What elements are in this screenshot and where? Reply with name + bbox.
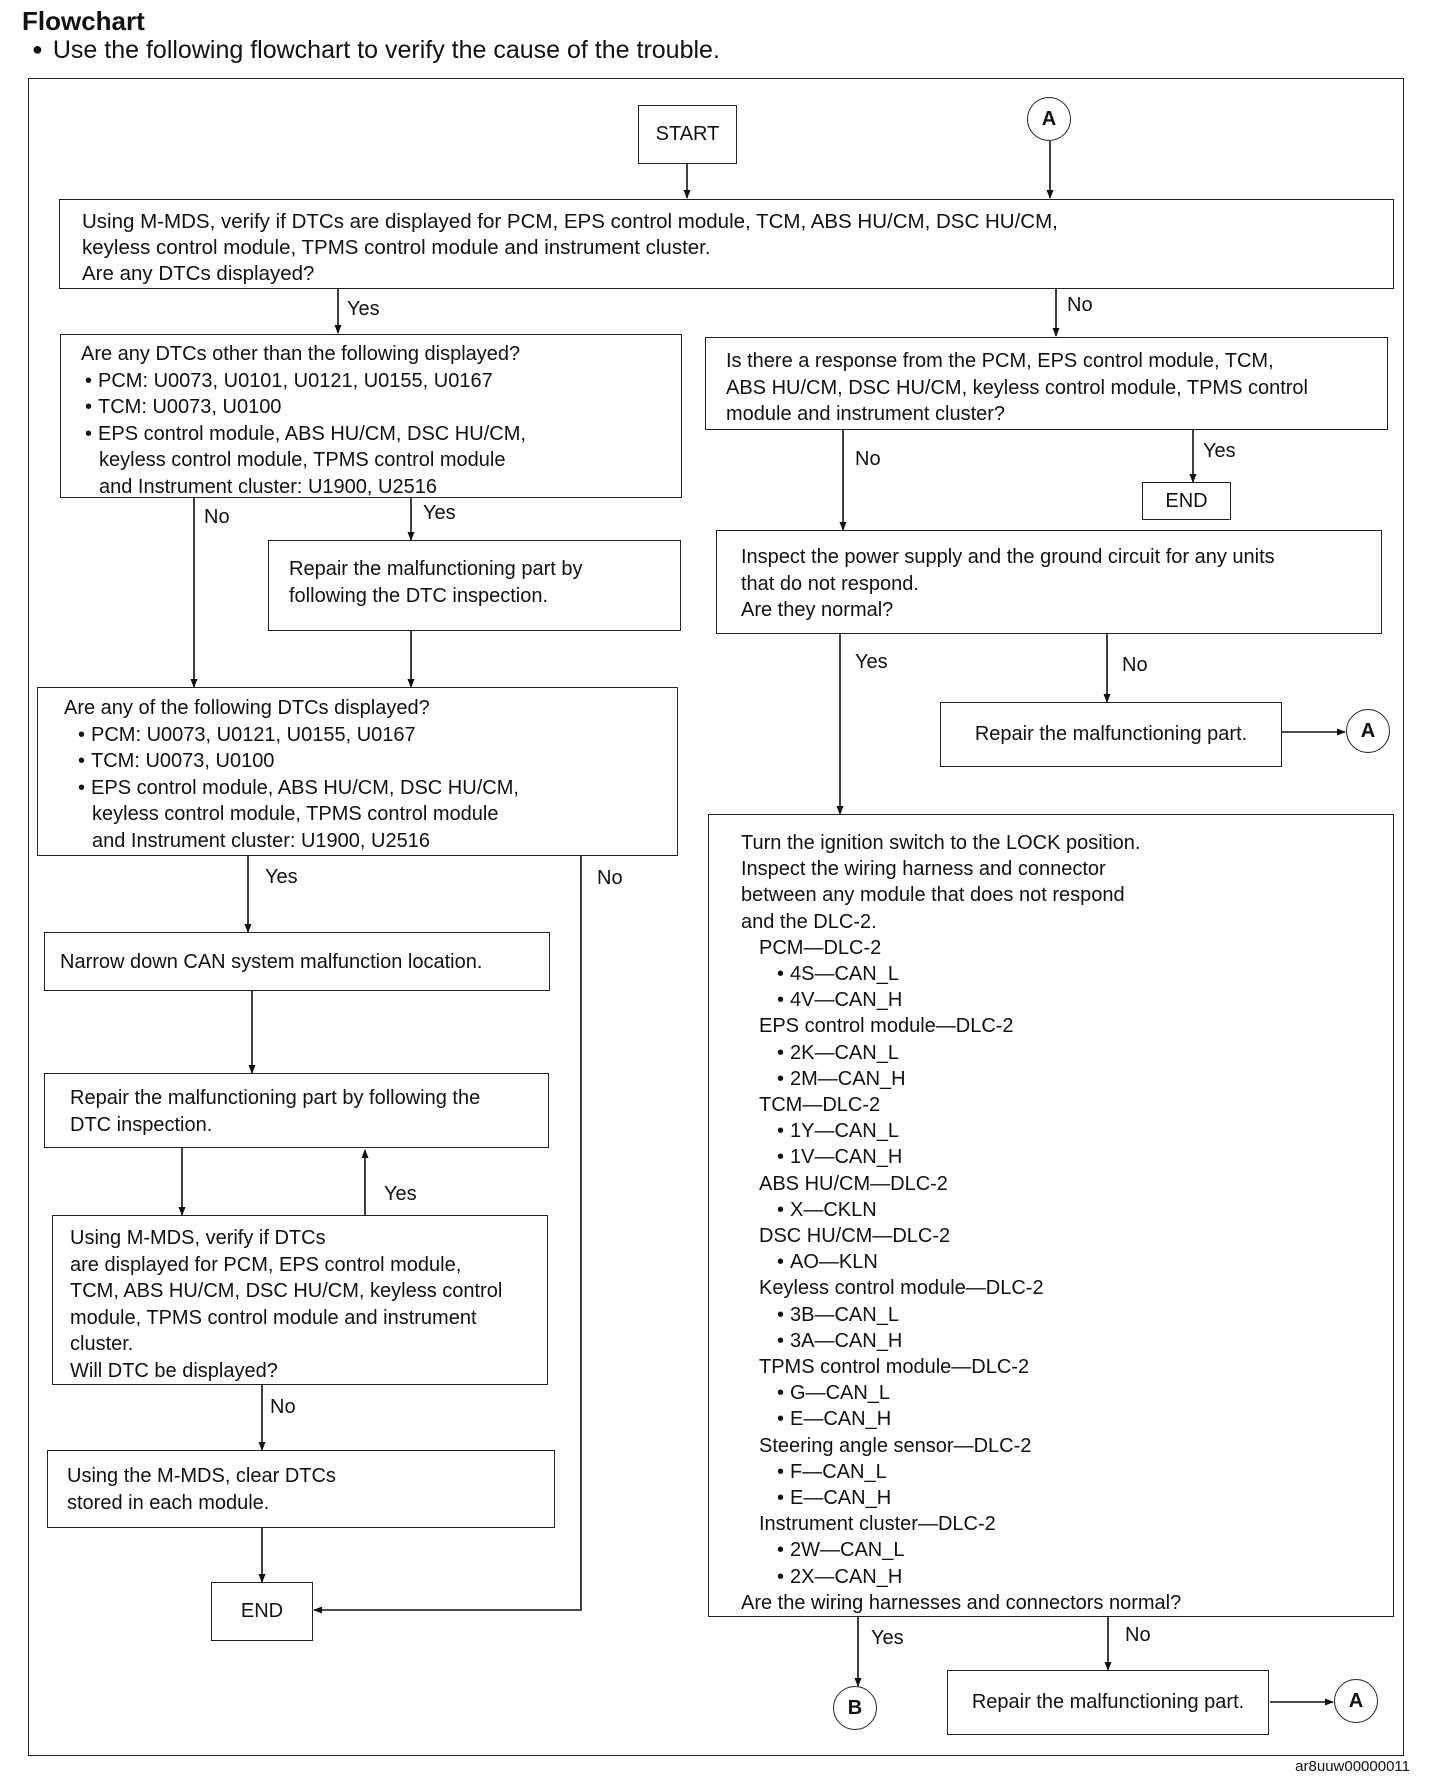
response-line: Is there a response from the PCM, EPS control module, TCM, [726,350,1274,372]
wiring-intro: Inspect the wiring harness and connector [741,858,1106,881]
q1-line: Using M-MDS, verify if DTCs are displayed for PCM, EPS control module, TCM, ABS HU/CM, DSC HU/CM, [82,210,1058,233]
q2-others-cont: keyless control module, TPMS control module [99,449,506,471]
q1-no-label: No [1067,294,1093,316]
other-dtcs-box [60,334,682,498]
clear-line: Using the M-MDS, clear DTCs [67,1465,336,1487]
clear-line: stored in each module. [67,1491,270,1514]
verify-yes-label: Yes [384,1183,417,1205]
repair-dtc-line: Repair the malfunctioning part by [289,558,583,580]
repair-dtc-box [268,540,681,631]
verify-line: are displayed for PCM, EPS control module, [70,1253,462,1276]
narrow-down-label: Narrow down CAN system malfunction location. [60,951,483,973]
q3-tcm: • TCM: U0073, U0100 [64,748,677,775]
connector-b-label: B [847,1696,863,1719]
verify-line: cluster. [70,1333,134,1355]
response-yes-label: Yes [1203,440,1236,462]
narrow-down-box [44,932,550,991]
wiring-group-item: • F—CAN_L [741,1459,1393,1485]
q2-yes-label: Yes [423,502,456,524]
wiring-group-item: • E—CAN_H [741,1485,1393,1511]
end-label: END [1165,489,1208,512]
wiring-question: Are the wiring harnesses and connectors normal? [741,1591,1182,1614]
repair-dtc-line: following the DTC inspection. [289,584,549,607]
wiring-no-label: No [1125,1624,1151,1646]
connector-a-bottom [1334,1679,1378,1723]
q2-tcm: • TCM: U0073, U0100 [81,394,681,421]
q3-others-cont: keyless control module, TPMS control module [92,803,499,825]
connector-a-mid [1346,709,1390,753]
figure-id: ar8uuw00000011 [1295,1758,1410,1775]
wiring-group-item: • 4V—CAN_H [741,987,1393,1013]
page-title: Flowchart [22,6,145,36]
q1-line: keyless control module, TPMS control module and instrument cluster. [82,236,711,259]
verify-dtcs-box [59,199,1394,289]
q2-others: • EPS control module, ABS HU/CM, DSC HU/CM, [81,421,681,448]
wiring-group-item: • 1V—CAN_H [741,1144,1393,1170]
wiring-group-item: • X—CKLN [741,1197,1393,1223]
wiring-intro: Turn the ignition switch to the LOCK position. [741,832,1141,854]
bullet-icon: ● [32,39,43,59]
connector-a-label: A [1041,107,1057,130]
repair-part-label: Repair the malfunctioning part. [974,723,1248,746]
repair-dtc2-line: Repair the malfunctioning part by following the [70,1087,481,1109]
wiring-group-item: • 2W—CAN_L [741,1537,1393,1563]
verify-no-label: No [270,1396,296,1418]
q2-no-label: No [204,506,230,528]
wiring-group-title: ABS HU/CM—DLC-2 [759,1172,948,1195]
start-label: START [655,123,720,146]
q3-pcm: • PCM: U0073, U0121, U0155, U0167 [64,722,677,749]
connector-a-label: A [1348,1689,1364,1712]
q3-yes-label: Yes [265,866,298,888]
wiring-inspection-box [708,814,1394,1617]
repair-part-box-2 [947,1670,1269,1735]
wiring-group-item: • 2M—CAN_H [741,1066,1393,1092]
wiring-intro: and the DLC-2. [741,910,877,933]
repair-dtc2-line: DTC inspection. [70,1113,213,1136]
verify-line: Will DTC be displayed? [70,1359,278,1382]
q2-question: Are any DTCs other than the following displayed? [81,343,521,365]
verify-line: module, TPMS control module and instrument [70,1306,477,1329]
connector-a-top [1027,97,1071,141]
wiring-group-item: • E—CAN_H [741,1406,1393,1432]
connector-b [833,1686,877,1730]
response-box [705,337,1388,430]
connector-a-label: A [1360,719,1376,742]
wiring-yes-label: Yes [871,1627,904,1649]
response-line: ABS HU/CM, DSC HU/CM, keyless control module, TPMS control [726,376,1309,399]
end-box-left [211,1582,313,1641]
wiring-group-item: • 3A—CAN_H [741,1328,1393,1354]
wiring-group-title: TPMS control module—DLC-2 [759,1356,1030,1379]
end-label: END [240,1600,284,1623]
wiring-group-title: EPS control module—DLC-2 [759,1015,1014,1038]
wiring-group-item: • 4S—CAN_L [741,961,1393,987]
response-line: module and instrument cluster? [726,403,1006,425]
repair-part-label: Repair the malfunctioning part. [971,1691,1245,1714]
power-line: Inspect the power supply and the ground circuit for any units [741,546,1275,568]
intro-label: Use the following flowchart to verify the cause of the trouble. [52,36,720,64]
wiring-group-item: • 2K—CAN_L [741,1040,1393,1066]
q1-yes-label: Yes [347,298,380,320]
verify-line: TCM, ABS HU/CM, DSC HU/CM, keyless control [70,1280,503,1302]
wiring-group-item: • 3B—CAN_L [741,1302,1393,1328]
verify-again-box [52,1215,548,1385]
wiring-group-title: DSC HU/CM—DLC-2 [759,1225,951,1248]
start-box [638,105,737,164]
response-no-label: No [855,448,881,470]
q3-others: • EPS control module, ABS HU/CM, DSC HU/CM, [64,775,677,802]
verify-line: Using M-MDS, verify if DTCs [70,1227,326,1249]
q3-question: Are any of the following DTCs displayed? [64,697,430,719]
wiring-group-item: • 1Y—CAN_L [741,1118,1393,1144]
q2-pcm: • PCM: U0073, U0101, U0121, U0155, U0167 [81,368,681,395]
power-supply-box [716,530,1382,634]
repair-part-box-1 [940,702,1282,767]
wiring-group-item: • G—CAN_L [741,1380,1393,1406]
wiring-group-title: Instrument cluster—DLC-2 [759,1513,996,1536]
q3-others-cont: and Instrument cluster: U1900, U2516 [92,829,430,852]
wiring-group-title: Steering angle sensor—DLC-2 [759,1434,1032,1457]
wiring-intro: between any module that does not respond [741,884,1125,907]
end-box-right [1142,482,1231,520]
wiring-group-item: • 2X—CAN_H [741,1564,1393,1590]
power-yes-label: Yes [855,651,888,673]
wiring-group-list [741,935,1393,1590]
power-no-label: No [1122,654,1148,676]
wiring-group-title: Keyless control module—DLC-2 [759,1277,1044,1300]
q3-no-label: No [597,867,623,889]
q2-others-cont: and Instrument cluster: U1900, U2516 [99,475,437,498]
q1-line: Are any DTCs displayed? [82,262,315,285]
wiring-group-title: TCM—DLC-2 [759,1094,881,1117]
repair-dtc-box-2 [44,1073,549,1148]
following-dtcs-box [37,687,678,856]
clear-dtcs-box [47,1450,555,1528]
wiring-group-item: • AO—KLN [741,1249,1393,1275]
power-line: that do not respond. [741,572,919,595]
power-line: Are they normal? [741,599,894,621]
wiring-group-title: PCM—DLC-2 [759,936,882,959]
